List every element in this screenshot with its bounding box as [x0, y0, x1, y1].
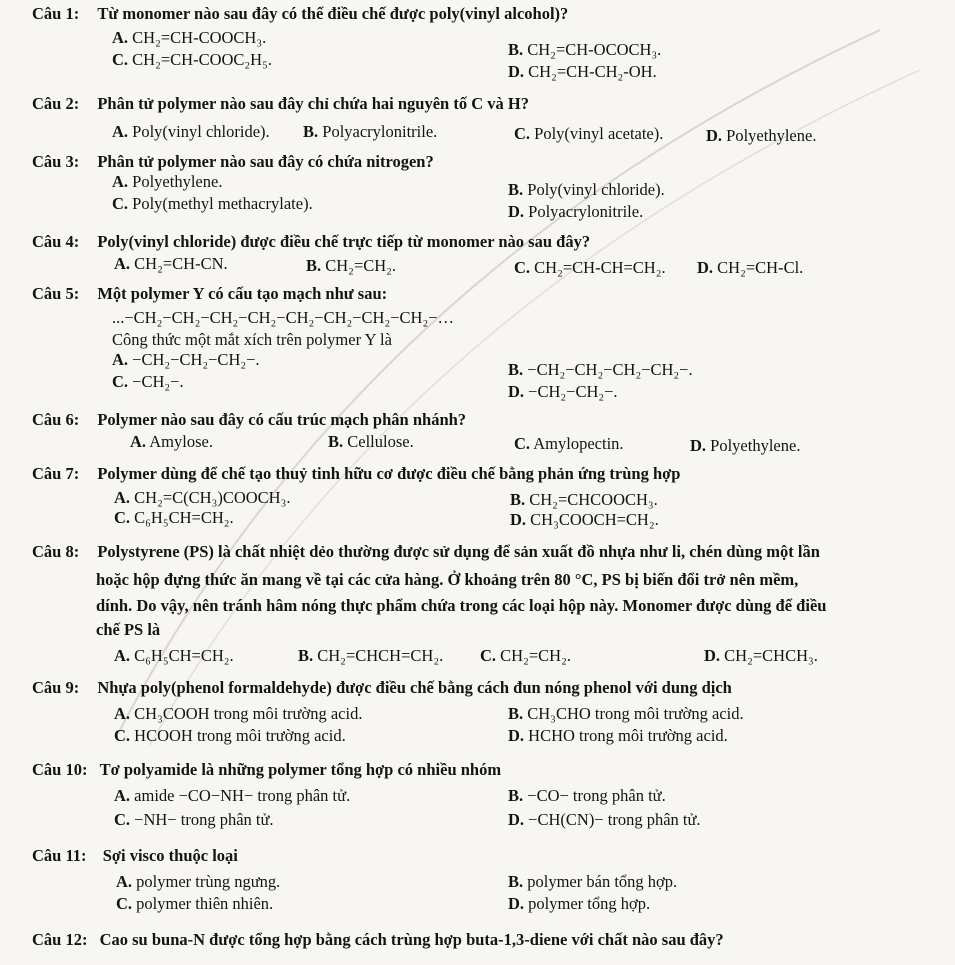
option-a[interactable]: A. Amylose.	[130, 432, 213, 451]
question-label: Câu 8:	[32, 542, 80, 561]
option-a[interactable]: A. CH₂=CH-COOCH₃.	[112, 28, 267, 47]
option-b[interactable]: B. CH₃CHO trong môi trường acid.	[508, 704, 744, 723]
question-10	[32, 760, 501, 780]
question-3	[32, 152, 434, 172]
question-12	[32, 930, 724, 950]
option-c[interactable]: C. −NH− trong phân tử.	[114, 810, 274, 829]
option-a[interactable]: A. C₆H₅CH=CH₂.	[114, 646, 234, 665]
option-a[interactable]: A. CH₂=CH-CN.	[114, 254, 228, 273]
option-a[interactable]: A. CH₂=C(CH₃)COOCH₃.	[114, 488, 291, 507]
question-label: Câu 10:	[32, 760, 88, 779]
question-text-continued: Công thức một mắt xích trên polymer Y là	[112, 330, 392, 349]
question-2	[32, 94, 529, 114]
option-b[interactable]: B. −CH₂−CH₂−CH₂−CH₂−.	[508, 360, 693, 379]
option-c[interactable]: C. Amylopectin.	[514, 434, 624, 453]
option-b[interactable]: B. Poly(vinyl chloride).	[508, 180, 665, 199]
question-text: Polymer dùng để chế tạo thuỷ tinh hữu cơ được điều chế bằng phản ứng trùng hợp	[97, 464, 681, 483]
question-6	[32, 410, 466, 430]
option-d[interactable]: D. HCHO trong môi trường acid.	[508, 726, 728, 745]
option-c[interactable]: C. Poly(methyl methacrylate).	[112, 194, 313, 213]
question-text: Cao su buna-N được tổng hợp bằng cách trùng hợp buta-1,3-diene với chất nào sau đây?	[99, 930, 724, 949]
option-c[interactable]: C. Poly(vinyl acetate).	[514, 124, 664, 143]
option-a[interactable]: A. Polyethylene.	[112, 172, 223, 191]
option-b[interactable]: B. CH₂=CH₂.	[306, 256, 397, 275]
question-text: Từ monomer nào sau đây có thể điều chế được poly(vinyl alcohol)?	[97, 4, 569, 23]
question-text: Tơ polyamide là những polymer tổng hợp có nhiều nhóm	[99, 760, 502, 779]
option-d[interactable]: D. Polyethylene.	[706, 126, 817, 145]
question-5	[32, 284, 387, 304]
question-text: Sợi visco thuộc loại	[102, 846, 238, 865]
option-b[interactable]: B. Cellulose.	[328, 432, 414, 451]
option-d[interactable]: D. −CH(CN)− trong phân tử.	[508, 810, 701, 829]
option-b[interactable]: B. CH₂=CHCOOCH₃.	[510, 490, 658, 509]
option-c[interactable]: C. −CH₂−.	[112, 372, 184, 391]
option-b[interactable]: B. CH₂=CHCH=CH₂.	[298, 646, 444, 665]
question-text: Polystyrene (PS) là chất nhiệt dẻo thường được sử dụng để sản xuất đồ nhựa như li, chén dùng một lần	[97, 542, 820, 561]
question-label: Câu 12:	[32, 930, 88, 949]
question-text: Phân tử polymer nào sau đây chỉ chứa hai nguyên tố C và H?	[97, 94, 529, 113]
option-c[interactable]: C. polymer thiên nhiên.	[116, 894, 274, 913]
option-a[interactable]: A. amide −CO−NH− trong phân tử.	[114, 786, 351, 805]
question-text: Nhựa poly(phenol formaldehyde) được điều chế bằng cách đun nóng phenol với dung dịch	[97, 678, 732, 697]
option-c[interactable]: C. CH₂=CH₂.	[480, 646, 571, 665]
question-text: Phân tử polymer nào sau đây có chứa nitrogen?	[97, 152, 434, 171]
question-label: Câu 5:	[32, 284, 80, 303]
question-1	[32, 4, 568, 24]
option-c[interactable]: C. HCOOH trong môi trường acid.	[114, 726, 346, 745]
option-a[interactable]: A. CH₃COOH trong môi trường acid.	[114, 704, 363, 723]
question-text-continued: hoặc hộp đựng thức ăn mang về tại các cửa hàng. Ở khoảng trên 80 °C, PS bị biến đổi trở nên mềm,	[96, 570, 799, 589]
question-text-continued: chế PS là	[96, 620, 161, 639]
option-c[interactable]: C. C₆H₅CH=CH₂.	[114, 508, 234, 527]
question-11	[32, 846, 238, 866]
option-d[interactable]: D. CH₂=CH-Cl.	[697, 258, 804, 277]
question-label: Câu 9:	[32, 678, 80, 697]
option-b[interactable]: B. CH₂=CH-OCOCH₃.	[508, 40, 662, 59]
watermark-graphic	[60, 10, 940, 750]
question-text: Một polymer Y có cấu tạo mạch như sau:	[97, 284, 388, 303]
question-label: Câu 6:	[32, 410, 80, 429]
question-4	[32, 232, 590, 252]
question-label: Câu 11:	[32, 846, 87, 865]
option-d[interactable]: D. Polyacrylonitrile.	[508, 202, 644, 221]
option-d[interactable]: D. CH₂=CHCH₃.	[704, 646, 818, 665]
option-d[interactable]: D. Polyethylene.	[690, 436, 801, 455]
question-7	[32, 464, 680, 484]
question-text: Polymer nào sau đây có cấu trúc mạch phân nhánh?	[97, 410, 467, 429]
polymer-chain: ...−CH₂−CH₂−CH₂−CH₂−CH₂−CH₂−CH₂−CH₂−…	[112, 308, 455, 327]
option-b[interactable]: B. polymer bán tổng hợp.	[508, 872, 678, 891]
question-text-continued: dính. Do vậy, nên tránh hâm nóng thực phẩm chứa trong các loại hộp này. Monomer được dùng để điều	[96, 596, 827, 615]
option-c[interactable]: C. CH₂=CH-CH=CH₂.	[514, 258, 666, 277]
option-c[interactable]: C. CH₂=CH-COOC₂H₅.	[112, 50, 272, 69]
option-d[interactable]: D. CH₂=CH-CH₂-OH.	[508, 62, 657, 81]
option-b[interactable]: B. −CO− trong phân tử.	[508, 786, 666, 805]
question-label: Câu 4:	[32, 232, 80, 251]
question-text: Poly(vinyl chloride) được điều chế trực tiếp từ monomer nào sau đây?	[97, 232, 591, 251]
option-d[interactable]: D. −CH₂−CH₂−.	[508, 382, 618, 401]
question-label: Câu 2:	[32, 94, 80, 113]
option-d[interactable]: D. CH₃COOCH=CH₂.	[510, 510, 659, 529]
option-d[interactable]: D. polymer tổng hợp.	[508, 894, 651, 913]
option-b[interactable]: B. Polyacrylonitrile.	[303, 122, 438, 141]
option-a[interactable]: A. −CH₂−CH₂−CH₂−.	[112, 350, 260, 369]
option-a[interactable]: A. polymer trùng ngưng.	[116, 872, 281, 891]
question-label: Câu 3:	[32, 152, 80, 171]
question-8	[32, 542, 820, 562]
question-label: Câu 1:	[32, 4, 80, 23]
option-a[interactable]: A. Poly(vinyl chloride).	[112, 122, 270, 141]
question-label: Câu 7:	[32, 464, 80, 483]
question-9	[32, 678, 732, 698]
